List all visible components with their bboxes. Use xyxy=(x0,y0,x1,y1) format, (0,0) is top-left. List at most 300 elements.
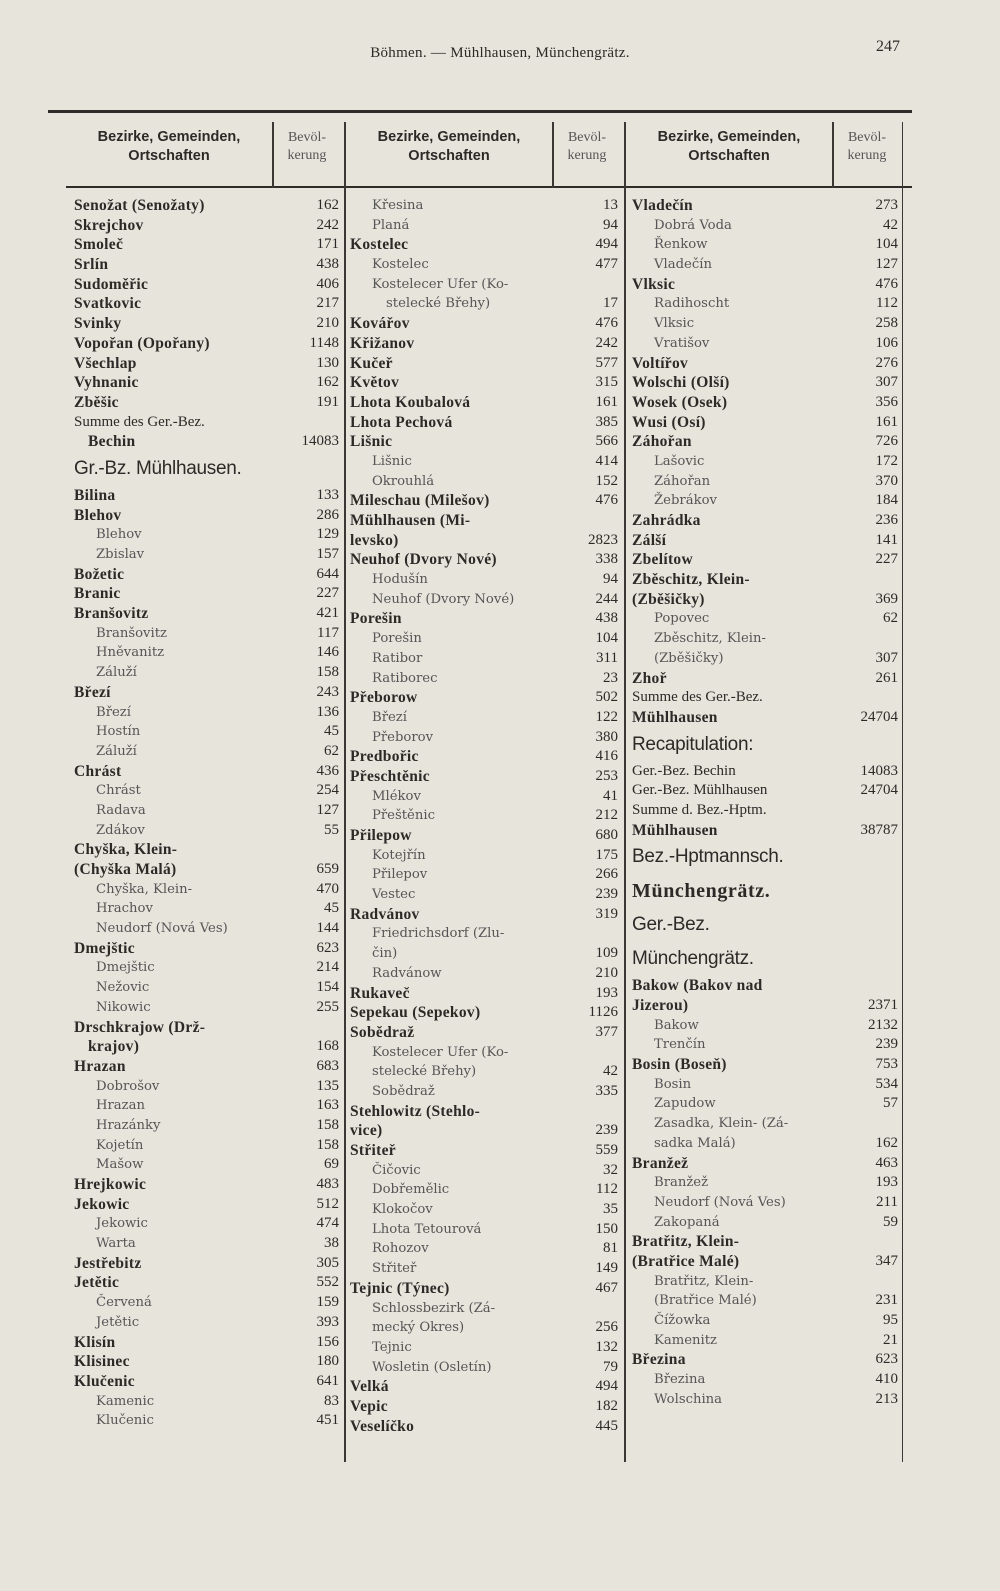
place-name: Čížowka xyxy=(654,1313,711,1328)
list-item xyxy=(74,373,339,393)
population-value: 212 xyxy=(595,807,618,824)
list-item xyxy=(632,1390,898,1410)
population-value: 683 xyxy=(316,1057,339,1074)
population-value: 217 xyxy=(316,295,339,312)
population-value: 42 xyxy=(603,1063,618,1080)
column-header-name-3: Bezirke, Gemeinden, Ortschaften xyxy=(657,129,801,164)
population-value: 149 xyxy=(595,1260,618,1277)
list-item xyxy=(74,1273,339,1293)
population-value: 370 xyxy=(875,472,898,489)
list-item xyxy=(350,570,618,590)
place-name: Dobrá Voda xyxy=(654,217,732,233)
place-name: Hrazánky xyxy=(96,1117,161,1133)
list-item xyxy=(632,590,898,610)
list-item xyxy=(350,1141,618,1161)
list-item xyxy=(632,1311,898,1331)
place-name: Kamenic xyxy=(96,1393,155,1409)
population-value: 1126 xyxy=(588,1004,618,1021)
population-value: 117 xyxy=(317,624,339,641)
place-name: Bakow (Bakov nad xyxy=(632,977,763,995)
population-value: 161 xyxy=(875,413,898,430)
place-name: Branžež xyxy=(654,1175,709,1191)
list-item xyxy=(632,908,898,942)
population-value: 136 xyxy=(316,703,339,720)
population-value: 157 xyxy=(316,546,339,562)
population-value: 680 xyxy=(595,827,618,843)
list-item xyxy=(350,1121,618,1141)
list-item xyxy=(632,781,898,801)
list-item xyxy=(632,491,898,511)
place-name: Blehov xyxy=(74,506,122,524)
place-name: Lišnic xyxy=(372,453,412,469)
population-value: 2371 xyxy=(868,997,898,1013)
place-name: Lhota Koubalová xyxy=(350,393,471,411)
list-item xyxy=(632,413,898,433)
population-value: 414 xyxy=(595,452,618,469)
place-name: Božetic xyxy=(74,565,125,583)
place-name: Bakow xyxy=(654,1017,699,1033)
column-header-name-1: Bezirke, Gemeinden, Ortschaften xyxy=(97,129,241,164)
place-name: Neuhof (Dvory Nové) xyxy=(350,551,497,569)
population-value: 255 xyxy=(316,998,339,1015)
list-item xyxy=(74,1037,339,1057)
list-item xyxy=(632,1252,898,1272)
population-value: 623 xyxy=(875,1351,898,1368)
list-item xyxy=(632,1055,898,1075)
population-value: 45 xyxy=(324,900,339,917)
population-value: 154 xyxy=(316,979,339,996)
place-name: Hrazan xyxy=(96,1098,145,1114)
population-value: 273 xyxy=(875,197,898,213)
list-item xyxy=(350,314,618,334)
population-value: 24704 xyxy=(860,782,898,799)
column-divider xyxy=(272,122,274,188)
list-item xyxy=(74,393,339,413)
place-name: (Bratřice Malé) xyxy=(654,1293,757,1309)
place-name: Velká xyxy=(350,1378,389,1396)
place-name: Neudorf (Nová Ves) xyxy=(654,1194,786,1210)
place-name: Wolschina xyxy=(654,1391,723,1407)
population-value: 62 xyxy=(324,742,339,759)
list-item xyxy=(632,801,898,821)
population-value: 182 xyxy=(595,1397,618,1414)
place-name: mecký Okres) xyxy=(372,1320,465,1336)
list-item xyxy=(74,565,339,585)
list-item xyxy=(632,1114,898,1134)
population-value: 122 xyxy=(595,708,618,725)
place-name: Radihoscht xyxy=(654,296,730,312)
list-item xyxy=(350,1279,618,1299)
population-value: 474 xyxy=(316,1215,339,1232)
list-item xyxy=(350,924,618,944)
place-name: Chrást xyxy=(74,762,122,780)
list-item xyxy=(350,354,618,374)
place-name: Neudorf (Nová Ves) xyxy=(96,921,228,937)
place-name: Mileschau (Milešov) xyxy=(350,492,490,510)
list-item xyxy=(74,722,339,742)
population-value: 13 xyxy=(603,197,618,213)
list-item xyxy=(74,958,339,978)
population-value: 239 xyxy=(595,886,618,903)
place-name: Mlékov xyxy=(372,788,421,804)
list-item xyxy=(350,1397,618,1417)
place-name: Vestec xyxy=(372,887,416,903)
place-name: Hostín xyxy=(96,724,141,740)
place-name: Porešin xyxy=(372,631,422,647)
list-item xyxy=(74,624,339,644)
population-value: 163 xyxy=(316,1097,339,1114)
table-column-2 xyxy=(350,196,618,1436)
column-divider xyxy=(902,122,903,1462)
place-name: Predbořic xyxy=(350,748,419,766)
running-title: Böhmen. — Mühlhausen, Münchengrätz. xyxy=(370,45,630,61)
top-rule xyxy=(48,110,912,113)
list-item xyxy=(632,996,898,1016)
list-item xyxy=(74,1057,339,1077)
population-value: 104 xyxy=(595,630,618,647)
population-value: 112 xyxy=(876,295,898,312)
population-value: 59 xyxy=(883,1213,898,1230)
list-item xyxy=(632,629,898,649)
list-item xyxy=(632,334,898,354)
population-value: 112 xyxy=(596,1181,618,1198)
list-item xyxy=(74,432,339,452)
table-column-1 xyxy=(74,196,339,1431)
place-name: Kovářov xyxy=(350,315,410,333)
population-value: 23 xyxy=(603,669,618,686)
place-name: Jestřebitz xyxy=(74,1254,142,1272)
list-item xyxy=(632,314,898,334)
list-item xyxy=(632,669,898,689)
population-value: 335 xyxy=(595,1082,618,1099)
place-name: Přeborov xyxy=(372,729,434,745)
list-item xyxy=(74,821,339,841)
population-value: 311 xyxy=(596,649,618,666)
population-value: 171 xyxy=(316,236,339,253)
population-value: 193 xyxy=(595,984,618,1001)
population-value: 467 xyxy=(595,1279,618,1296)
header-rule xyxy=(66,186,912,188)
list-item xyxy=(74,413,339,433)
place-name: Zapudow xyxy=(654,1096,716,1112)
place-name: Hrazan xyxy=(74,1057,126,1075)
population-value: 494 xyxy=(595,1378,618,1395)
place-name: Zběšic xyxy=(74,393,119,411)
population-value: 659 xyxy=(316,861,339,877)
place-name: Schlossbezirk (Zá- xyxy=(372,1300,496,1316)
list-item xyxy=(74,1214,339,1234)
list-item xyxy=(350,1417,618,1437)
place-name: Friedrichsdorf (Zlu- xyxy=(372,926,505,942)
list-item xyxy=(74,1116,339,1136)
population-value: 253 xyxy=(595,767,618,784)
place-name: (Chyška Malá) xyxy=(74,861,177,878)
population-value: 438 xyxy=(595,610,618,627)
population-value: 385 xyxy=(595,413,618,430)
list-item xyxy=(350,216,618,236)
list-item xyxy=(74,1195,339,1215)
place-name: Přilepow xyxy=(350,827,412,844)
place-name: Chyška, Klein- xyxy=(74,841,178,859)
place-name: Střiteř xyxy=(350,1142,396,1159)
table-column-3 xyxy=(632,196,898,1409)
population-value: 158 xyxy=(316,664,339,681)
place-name: Žebrákov xyxy=(654,493,717,509)
place-name: Voltířov xyxy=(632,354,689,372)
list-item xyxy=(350,255,618,275)
place-name: Tejnic xyxy=(372,1339,412,1355)
place-name: Klučenic xyxy=(74,1372,135,1390)
population-value: 57 xyxy=(883,1095,898,1112)
list-item xyxy=(74,919,339,939)
place-name: (Zběšičky) xyxy=(632,590,705,608)
population-value: 577 xyxy=(595,354,618,371)
place-name: Skrejchov xyxy=(74,216,144,234)
population-value: 494 xyxy=(595,236,618,253)
population-value: 227 xyxy=(875,551,898,568)
place-name: Radava xyxy=(96,802,146,818)
place-name: Ratiborec xyxy=(372,670,438,686)
list-item xyxy=(350,275,618,295)
place-name: Květov xyxy=(350,374,400,392)
column-header-population-2: Bevöl- kerung xyxy=(567,130,607,163)
list-item xyxy=(632,1173,898,1193)
place-name: Radvánow xyxy=(372,965,442,981)
place-name: Stehlowitz (Stehlo- xyxy=(350,1102,481,1120)
population-value: 445 xyxy=(595,1417,618,1434)
list-item xyxy=(350,1259,618,1279)
place-name: Porešin xyxy=(350,610,402,628)
list-item xyxy=(350,472,618,492)
place-name: Zasadka, Klein- (Zá- xyxy=(654,1116,789,1132)
list-item xyxy=(350,373,618,393)
column-divider xyxy=(552,122,554,188)
population-value: 162 xyxy=(316,374,339,391)
place-name: Wolschi (Olší) xyxy=(632,374,730,392)
list-item xyxy=(350,984,618,1004)
population-value: 193 xyxy=(875,1174,898,1191)
place-name: Ger.-Bez. Mühlhausen xyxy=(632,782,768,799)
place-name: Summe des Ger.-Bez. xyxy=(632,689,763,706)
place-name: stelecké Břehy) xyxy=(386,296,491,312)
population-value: 132 xyxy=(595,1338,618,1355)
population-value: 41 xyxy=(603,787,618,804)
place-name: Kotejřín xyxy=(372,847,426,863)
population-value: 95 xyxy=(883,1312,898,1328)
place-name: Všechlap xyxy=(74,354,137,372)
population-value: 261 xyxy=(875,669,898,686)
list-item xyxy=(74,1077,339,1097)
place-name: Hodušín xyxy=(372,572,428,588)
list-item xyxy=(350,393,618,413)
list-item xyxy=(350,334,618,354)
population-value: 276 xyxy=(875,354,898,371)
population-value: 184 xyxy=(875,492,898,509)
list-item xyxy=(632,255,898,275)
population-value: 483 xyxy=(316,1176,339,1192)
list-item xyxy=(74,1155,339,1175)
list-item xyxy=(74,643,339,663)
population-value: 79 xyxy=(603,1358,618,1375)
place-name: Záhořan xyxy=(654,473,711,489)
list-item xyxy=(350,649,618,669)
place-name: Jetětic xyxy=(96,1314,140,1330)
place-name: Chyška, Klein- xyxy=(96,881,193,897)
list-item xyxy=(632,1134,898,1154)
population-value: 161 xyxy=(595,393,618,410)
place-name: Nikowic xyxy=(96,999,151,1015)
list-item xyxy=(74,1392,339,1412)
place-name: Vladečín xyxy=(654,257,712,273)
place-name: Ger.-Bez. Bechin xyxy=(632,762,736,779)
place-name: Rohozov xyxy=(372,1241,429,1257)
place-name: Klisín xyxy=(74,1333,116,1351)
list-item xyxy=(632,1232,898,1252)
list-item xyxy=(632,821,898,841)
place-name: Klučenic xyxy=(96,1413,154,1429)
population-value: 256 xyxy=(595,1319,618,1336)
list-item xyxy=(350,826,618,846)
place-name: Zhoř xyxy=(632,669,667,687)
list-item xyxy=(74,860,339,880)
population-value: 14083 xyxy=(860,762,898,779)
place-name: Dobřemělic xyxy=(372,1182,450,1198)
place-name: krajov) xyxy=(88,1038,140,1056)
population-value: 127 xyxy=(875,256,898,273)
population-value: 83 xyxy=(324,1392,339,1409)
list-item xyxy=(632,393,898,413)
place-name: Klokočov xyxy=(372,1202,433,1218)
population-value: 211 xyxy=(876,1193,898,1210)
place-name: Bez.-Hptmannsch. xyxy=(632,846,784,868)
population-value: 305 xyxy=(316,1254,339,1271)
list-item xyxy=(350,688,618,708)
list-item xyxy=(74,294,339,314)
place-name: Zběschitz, Klein- xyxy=(632,571,750,589)
list-item xyxy=(74,255,339,275)
population-value: 315 xyxy=(595,374,618,391)
place-name: Bratřitz, Klein- xyxy=(632,1233,740,1251)
place-name: Zbelítow xyxy=(632,551,693,569)
population-value: 191 xyxy=(316,393,339,410)
place-name: Münchengrätz. xyxy=(632,948,754,970)
list-item xyxy=(350,1299,618,1319)
list-item xyxy=(350,1102,618,1122)
population-value: 42 xyxy=(883,216,898,233)
population-value: 369 xyxy=(875,590,898,607)
list-item xyxy=(74,663,339,683)
list-item xyxy=(350,294,618,314)
list-item xyxy=(350,1082,618,1102)
population-value: 753 xyxy=(875,1056,898,1073)
place-name: Jetětic xyxy=(74,1274,120,1292)
list-item xyxy=(74,1372,339,1392)
column-header-population-1: Bevöl- kerung xyxy=(287,130,327,163)
list-item xyxy=(74,196,339,216)
list-item xyxy=(74,762,339,782)
place-name: Přeštěnic xyxy=(372,808,435,824)
population-value: 62 xyxy=(883,610,898,627)
list-item xyxy=(350,235,618,255)
population-value: 144 xyxy=(316,920,339,937)
place-name: Zdákov xyxy=(96,822,145,838)
population-value: 421 xyxy=(316,605,339,622)
list-item xyxy=(632,609,898,629)
population-value: 2823 xyxy=(588,531,618,548)
place-name: Zběschitz, Klein- xyxy=(654,631,766,647)
population-value: 393 xyxy=(316,1313,339,1330)
population-value: 254 xyxy=(316,782,339,799)
place-name: Bilina xyxy=(74,486,116,504)
list-item xyxy=(632,874,898,908)
column-divider xyxy=(624,122,626,1462)
list-item xyxy=(632,216,898,236)
list-item xyxy=(632,1094,898,1114)
place-name: Kučeř xyxy=(350,354,393,372)
population-value: 133 xyxy=(316,486,339,503)
list-item xyxy=(632,1213,898,1233)
place-name: Přeborow xyxy=(350,689,418,707)
place-name: Sobědraž xyxy=(372,1083,435,1099)
list-item xyxy=(632,1016,898,1036)
list-item xyxy=(632,550,898,570)
population-value: 502 xyxy=(595,689,618,706)
population-value: 180 xyxy=(316,1353,339,1370)
place-name: Řenkow xyxy=(654,237,708,253)
population-value: 319 xyxy=(595,905,618,922)
population-value: 106 xyxy=(875,334,898,351)
list-item xyxy=(632,688,898,708)
list-item xyxy=(74,314,339,334)
place-name: Kostelecer Ufer (Ko- xyxy=(372,1044,509,1060)
list-item xyxy=(632,432,898,452)
population-value: 266 xyxy=(595,866,618,883)
population-value: 410 xyxy=(875,1371,898,1388)
place-name: Branšovitz xyxy=(74,605,149,623)
list-item xyxy=(350,885,618,905)
list-item xyxy=(74,604,339,624)
population-value: 159 xyxy=(316,1294,339,1311)
population-value: 38787 xyxy=(860,821,898,838)
population-value: 162 xyxy=(875,1134,898,1151)
place-name: Vlksic xyxy=(632,275,676,293)
list-item xyxy=(350,491,618,511)
population-value: 644 xyxy=(316,565,339,582)
list-item xyxy=(350,1338,618,1358)
place-name: Vlksic xyxy=(654,316,695,332)
place-name: Branšovitz xyxy=(96,625,167,641)
place-name: Zbislav xyxy=(96,547,145,562)
place-name: Warta xyxy=(96,1236,136,1252)
population-value: 377 xyxy=(595,1023,618,1040)
list-item xyxy=(350,531,618,551)
population-value: 81 xyxy=(603,1240,618,1257)
list-item xyxy=(74,525,339,545)
population-value: 534 xyxy=(875,1075,898,1092)
place-name: stelecké Břehy) xyxy=(372,1064,477,1080)
list-item xyxy=(632,1035,898,1055)
list-item xyxy=(350,1318,618,1338)
population-value: 1148 xyxy=(309,334,339,351)
place-name: Kamenitz xyxy=(654,1332,717,1348)
population-value: 566 xyxy=(595,433,618,450)
population-value: 158 xyxy=(316,1116,339,1133)
list-item xyxy=(632,942,898,976)
place-name: Ger.-Bez. xyxy=(632,914,710,936)
population-value: 552 xyxy=(316,1274,339,1291)
population-value: 356 xyxy=(875,393,898,410)
column-header-population-3: Bevöl- kerung xyxy=(847,130,887,163)
